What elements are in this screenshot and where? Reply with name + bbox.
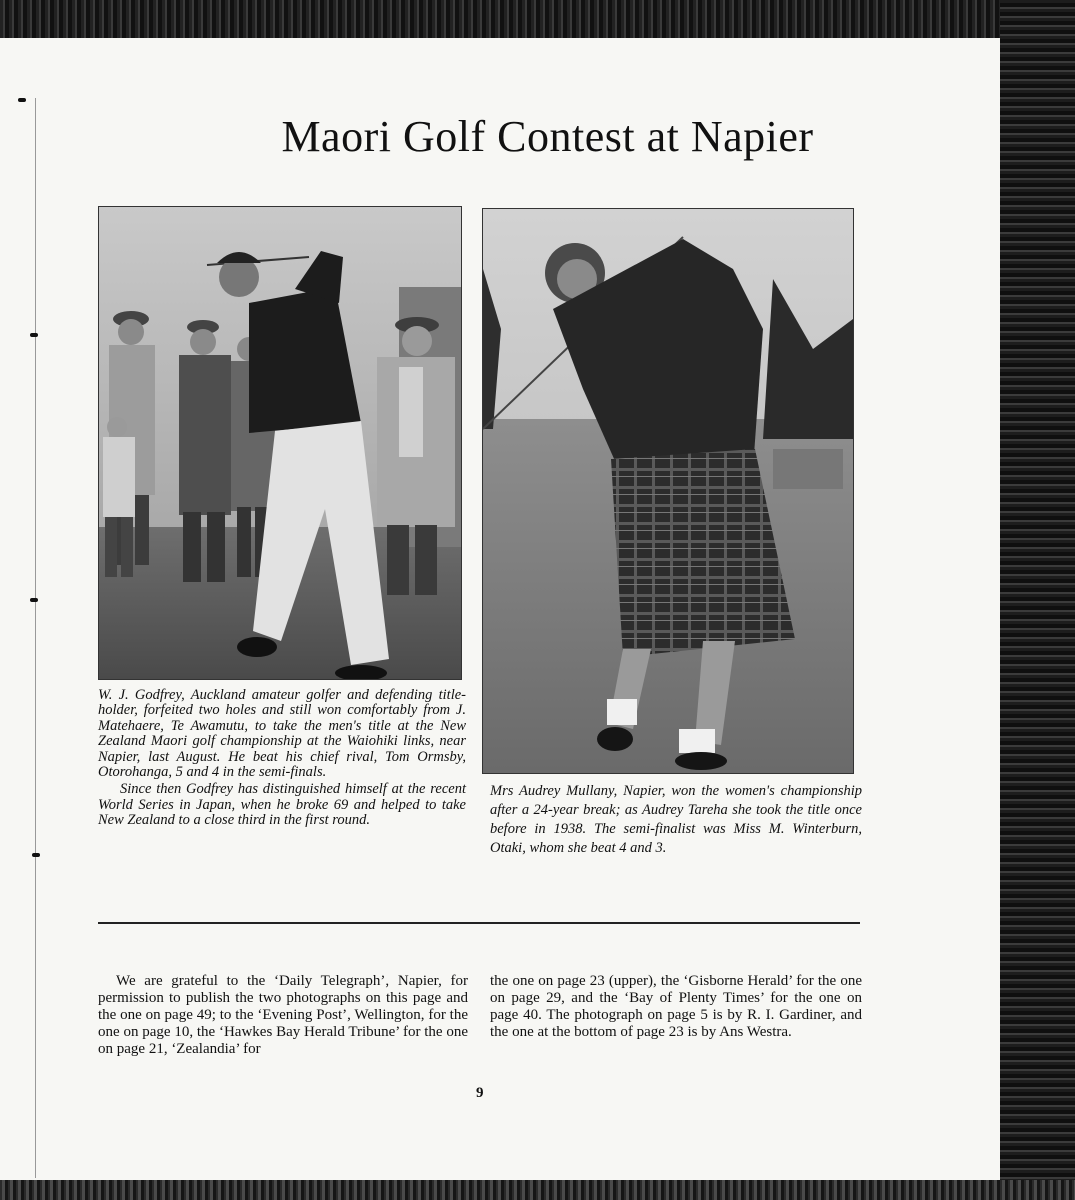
men-photo-caption (98, 688, 466, 829)
binding-gutter-line (35, 98, 36, 1178)
scan-border-bottom (0, 1180, 1075, 1200)
article-title: Maori Golf Contest at Napier (281, 112, 814, 161)
scan-mark (30, 333, 38, 337)
women-golfer-illustration (483, 209, 853, 773)
women-golfer-photo (482, 208, 854, 774)
women-caption-paragraph: Mrs Audrey Mullany, Napier, won the women's championship after a 24-year break; as Audrey Tareha she took the title once before in 1938. The semi-finalist was Miss M. Winterburn, Otaki, whom she beat 4 and 3. (490, 783, 862, 856)
scan-border-top (0, 0, 1075, 38)
men-caption-paragraph: W. J. Godfrey, Auckland amateur golfer and defending title-holder, forfeited two holes and still won comfortably from J. Matehaere, Te Awamutu, to take the men's title at the New Zealand Maori golf championship at the Waiohiki links, near Napier, last August. He beat his chief rival, Tom Ormsby, Otorohanga, 5 and 4 in the semi-finals. (98, 687, 466, 781)
scan-border-right (1000, 0, 1075, 1200)
magazine-page (0, 38, 1000, 1180)
section-divider (98, 922, 860, 924)
women-photo-caption (490, 782, 862, 858)
page-number: 9 (476, 1085, 484, 1101)
men-caption-followup-paragraph: Since then Godfrey has distinguished himself at the recent World Series in Japan, when he broke 69 and helped to take New Zealand to a close third in the first round. (98, 781, 466, 829)
acknowledgement-column-right: the one on page 23 (upper), the ‘Gisborne Herald’ for the one on page 29, and the ‘Bay of Plenty Times’ for the one on page 40. The photograph on page 5 is by R. I. Gardiner, and the one at the bottom of page 23 is by Ans Westra. (490, 973, 862, 1040)
men-golfer-illustration (99, 207, 461, 679)
scan-mark (32, 853, 40, 857)
acknowledgement-column-left: We are grateful to the ‘Daily Telegraph’, Napier, for permission to publish the two photographs on this page and the one on page 49; to the ‘Evening Post’, Wellington, for the one on page 10, the ‘Hawkes Bay Herald Tribune’ for the one on page 21, ‘Zealandia’ for (98, 973, 468, 1057)
scan-mark (18, 98, 26, 102)
men-golfer-photo (98, 206, 462, 680)
scan-mark (30, 598, 38, 602)
